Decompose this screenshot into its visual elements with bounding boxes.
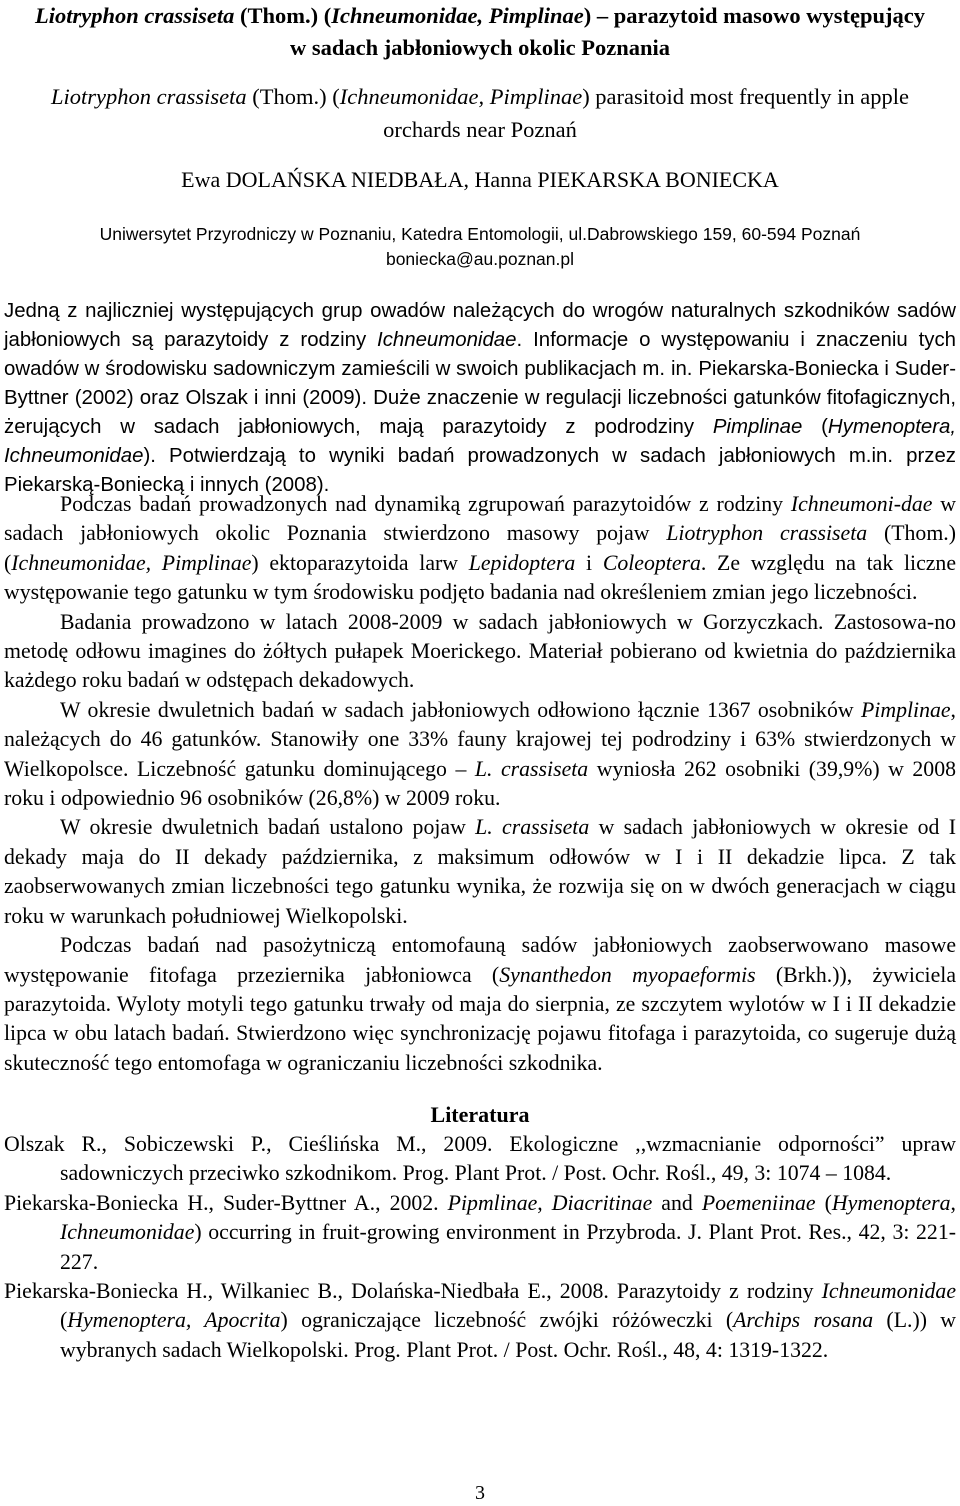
english-title-line-1: Liotryphon crassiseta (Thom.) (Ichneumonidae, Pimplinae) parasitoid most frequently in apple [51,84,909,109]
paragraph-2: Badania prowadzono w latach 2008-2009 w sadach jabłoniowych w Gorzyczkach. Zastosowa-no metodę odłowu imagines do żółtych pułapek Moerickego. Materiał pobierano od kwietnia do października każdego roku badań w odstępach dekadowych. [4,609,956,693]
paragraph-5: Podczas badań nad pasożytniczą entomofauną sadów jabłoniowych zaobserwowano masowe występowanie fitofaga przeziernika jabłoniowca (Synanthedon myopaeformis (Brkh.)), żywiciela parazytoida. Wyloty motyli tego gatunku trwały od maja do sierpnia, ze szczytem wylotów w I i II dekadzie lipca w obu latach badań. Stwierdzono więc synchronizację pojawu fitofaga i parazytoida, co sugeruje dużą skuteczność tego entomofaga w ograniczaniu liczebności szkodnika. [4,933,957,1075]
paragraph-1: Podczas badań prowadzonych nad dynamiką zgrupowań parazytoidów z rodziny Ichneumoni-dae w sadach jabłoniowych okolic Poznania stwierdzono masowy pojaw Liotryphon crassiseta (Thom.) (Ichneumonidae, Pimplinae) ektoparazytoida larw Lepidoptera i Coleoptera. Ze względu na tak liczne występowanie tego gatunku w tym środowisku podjęto badania nad określeniem zmian jego liczebności. [4,492,957,605]
affiliation [0,222,960,272]
paper-title [0,0,960,64]
abstract: Jedną z najliczniej występujących grup owadów należących do wrogów naturalnych szkodników sadów jabłoniowych są parazytoidy z rodziny Ichneumonidae. Informacje o występowaniu i znaczeniu tych owadów w środowisku sadowniczym zamieścili w swoich publikacjach m. in. Piekarska-Boniecka i Suder-Byttner (2002) oraz Olszak i inni (2009). Duże znaczenie w regulacji liczebności gatunków fitofagicznych, żerujących w sadach jabłoniowych, mają parazytoidy z podrodziny Pimplinae (Hymenoptera, Ichneumonidae). Potwierdzają to wyniki badań prowadzonych w sadach jabłoniowych m.in. przez Piekarską-Boniecką i innych (2008). [4,300,956,496]
reference-item: Piekarska-Boniecka H., Wilkaniec B., Dolańska-Niedbała E., 2008. Parazytoidy z rodziny Ichneumonidae (Hymenoptera, Apocrita) ograniczające liczebność zwójki różóweczki (Archips rosana (L.)) w wybranych sadach Wielkopolski. Prog. Plant Prot. / Post. Ochr. Rośl., 48, 4: 1319-1322. [4,1279,957,1362]
references-list [4,1130,956,1365]
body-text [4,490,956,1078]
affiliation-address: Uniwersytet Przyrodniczy w Poznaniu, Katedra Entomologii, ul.Dabrowskiego 159, 60-594 Poznań [99,224,861,244]
paper-title-line-2: w sadach jabłoniowych okolic Poznania [289,35,671,60]
author-email: boniecka@au.poznan.pl [385,249,575,269]
english-title-line-2: orchards near Poznań [383,117,577,142]
reference-item: Piekarska-Boniecka H., Suder-Byttner A., 2002. Pipmlinae, Diacritinae and Poemeniinae (Hymenoptera, Ichneumonidae) occurring in fruit-growing environment in Przybroda. J. Plant Prot. Res., 42, 3: 221-227. [4,1190,956,1274]
literature-heading: Literatura [430,1102,530,1127]
page-number: 3 [475,1482,485,1504]
reference-item: Olszak R., Sobiczewski P., Cieślińska M., 2009. Ekologiczne ,,wzmacnianie odporności” upraw sadowniczych przeciwko szkodnikom. Prog. Plant Prot. / Post. Ochr. Rośl., 49, 3: 1074 – 1084. [4,1132,956,1186]
paper-title-line-1: Liotryphon crassiseta (Thom.) (Ichneumonidae, Pimplinae) – parazytoid masowo występujący [34,3,926,28]
english-title [0,80,960,146]
authors: Ewa DOLAŃSKA NIEDBAŁA, Hanna PIEKARSKA BONIECKA [181,167,779,192]
paragraph-3: W okresie dwuletnich badań w sadach jabłoniowych odłowiono łącznie 1367 osobników Pimplinae, należących do 46 gatunków. Stanowiły one 33% fauny krajowej tej podrodziny i 63% stwierdzonych w Wielkopolsce. Liczebność gatunku dominującego – L. crassiseta wyniosła 262 osobniki (39,9%) w 2008 roku i odpowiednio 96 osobników (26,8%) w 2009 roku. [4,697,956,811]
paragraph-4: W okresie dwuletnich badań ustalono pojaw L. crassiseta w sadach jabłoniowych w okresie od I dekady maja do II dekady października, z maksimum odłowów w I i II dekadzie lipca. Z tak zaobserwowanych zmian liczebności tego gatunku wynika, że rozwija się on w dwóch generacjach w ciągu roku w warunkach południowej Wielkopolski. [4,815,956,928]
